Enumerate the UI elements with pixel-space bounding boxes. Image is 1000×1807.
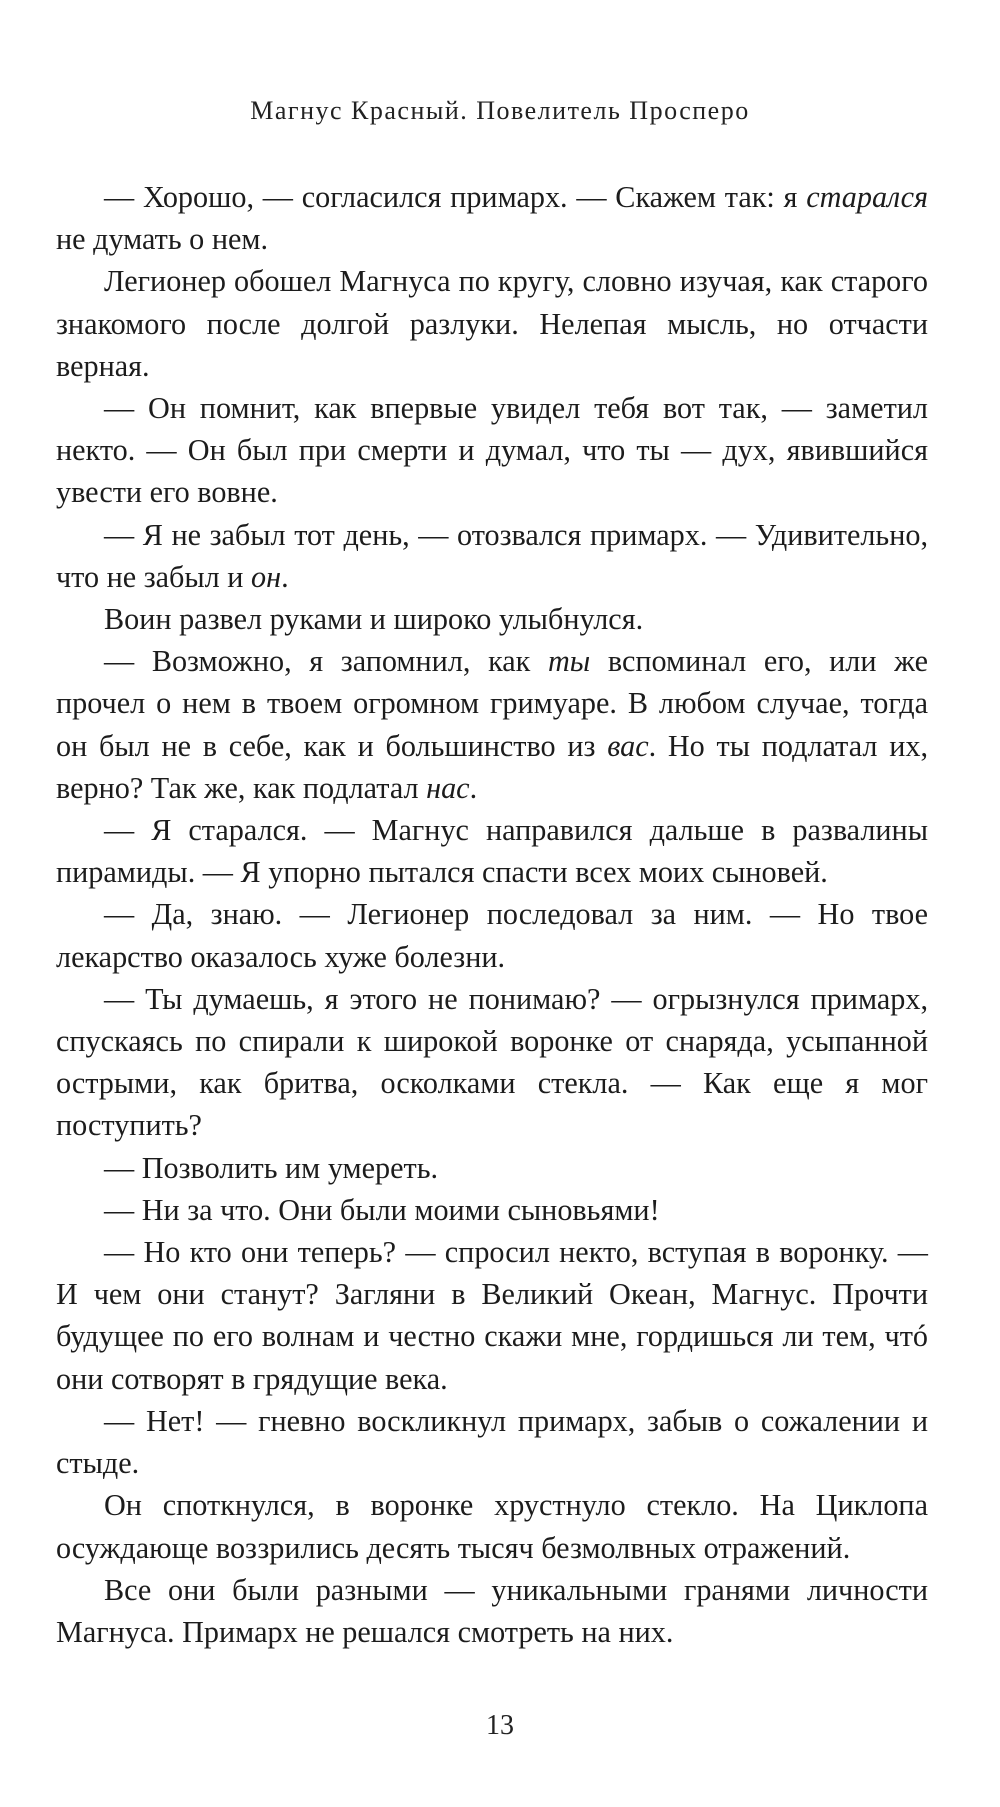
paragraph — [56, 1147, 928, 1189]
italic-text: старался — [806, 180, 928, 214]
text-run: Он споткнулся, в воронке хрустнуло стекло. На Циклопа осуждающе воззрились десять тысяч безмолвных отражений. — [56, 1488, 928, 1565]
italic-text: вас — [607, 728, 649, 763]
text-run: — Позволить им умереть. — [104, 1150, 439, 1185]
text-run: Все они были разными — уникальными гранями личности Магнуса. Примарх не решался смотреть на них. — [56, 1572, 928, 1649]
text-run: . — [281, 559, 289, 594]
paragraph — [56, 1231, 928, 1400]
text-run: Воин развел руками и широко улыбнулся. — [104, 602, 644, 637]
paragraph — [56, 598, 928, 640]
page-number: 13 — [486, 1710, 514, 1741]
text-run: — Но кто они теперь? — спросил некто, вступая в воронку. — И чем они станут? Загляни в Великий Океан, Магнус. Прочти будущее по его волнам и честно скажи мне, гордишься ли тем, чтó они сотворят в грядущие века. — [56, 1235, 928, 1396]
text-run: — Возможно, я запомнил, как — [104, 644, 548, 679]
text-run: . Но ты подлатал их, верно? Так же, как подлатал — [56, 728, 928, 805]
text-run: вспоминал его, или же прочел о нем в твоем огромном гримуаре. В любом случае, тогда он был не в себе, как и большинство из — [56, 644, 928, 763]
text-run: . — [469, 770, 478, 805]
paragraph — [56, 1484, 928, 1568]
body-text — [56, 176, 928, 1653]
text-run: — Я старался. — Магнус направился дальше в развалины пирамиды. — Я упорно пытался спасти всех моих сыновей. — [56, 813, 928, 890]
text-run: — Ни за что. Они были моими сыновьями! — [104, 1192, 660, 1227]
text-run: — Нет! — гневно воскликнул примарх, забыв о сожалении и стыде. — [56, 1403, 928, 1481]
text-run: — Хорошо, — согласился примарх. — Скажем так: я — [104, 180, 807, 214]
italic-text: нас — [426, 770, 470, 805]
paragraph — [56, 1569, 928, 1653]
paragraph — [56, 893, 928, 977]
paragraph — [56, 514, 928, 598]
text-run: не думать о нем. — [56, 222, 269, 257]
italic-text: ты — [548, 644, 591, 679]
text-run: — Да, знаю. — Легионер последовал за ним. — Но твое лекарство оказалось хуже болезни. — [56, 897, 928, 974]
text-run: — Я не забыл тот день, — отозвался примарх. — Удивительно, что не забыл и — [56, 517, 928, 594]
paragraph — [56, 260, 928, 387]
paragraph — [56, 1189, 928, 1231]
paragraph — [56, 640, 928, 809]
text-run: — Он помнит, как впервые увидел тебя вот так, — заметил некто. — Он был при смерти и думал, что ты — дух, явившийся увести его вовне. — [56, 391, 928, 510]
paragraph — [56, 176, 928, 260]
text-run: — Ты думаешь, я этого не понимаю? — огрызнулся примарх, спускаясь по спирали к широкой воронке от снаряда, усыпанной острыми, как бритва, осколками стекла. — Как еще я мог поступить? — [56, 981, 928, 1143]
paragraph — [56, 978, 928, 1147]
text-run: Легионер обошел Магнуса по кругу, словно изучая, как старого знакомого после долгой разлуки. Нелепая мысль, но отчасти верная. — [56, 264, 928, 383]
italic-text: он — [251, 559, 282, 594]
running-head: Магнус Красный. Повелитель Просперо — [250, 96, 750, 125]
paragraph — [56, 387, 928, 514]
paragraph — [56, 1400, 928, 1484]
paragraph — [56, 809, 928, 893]
